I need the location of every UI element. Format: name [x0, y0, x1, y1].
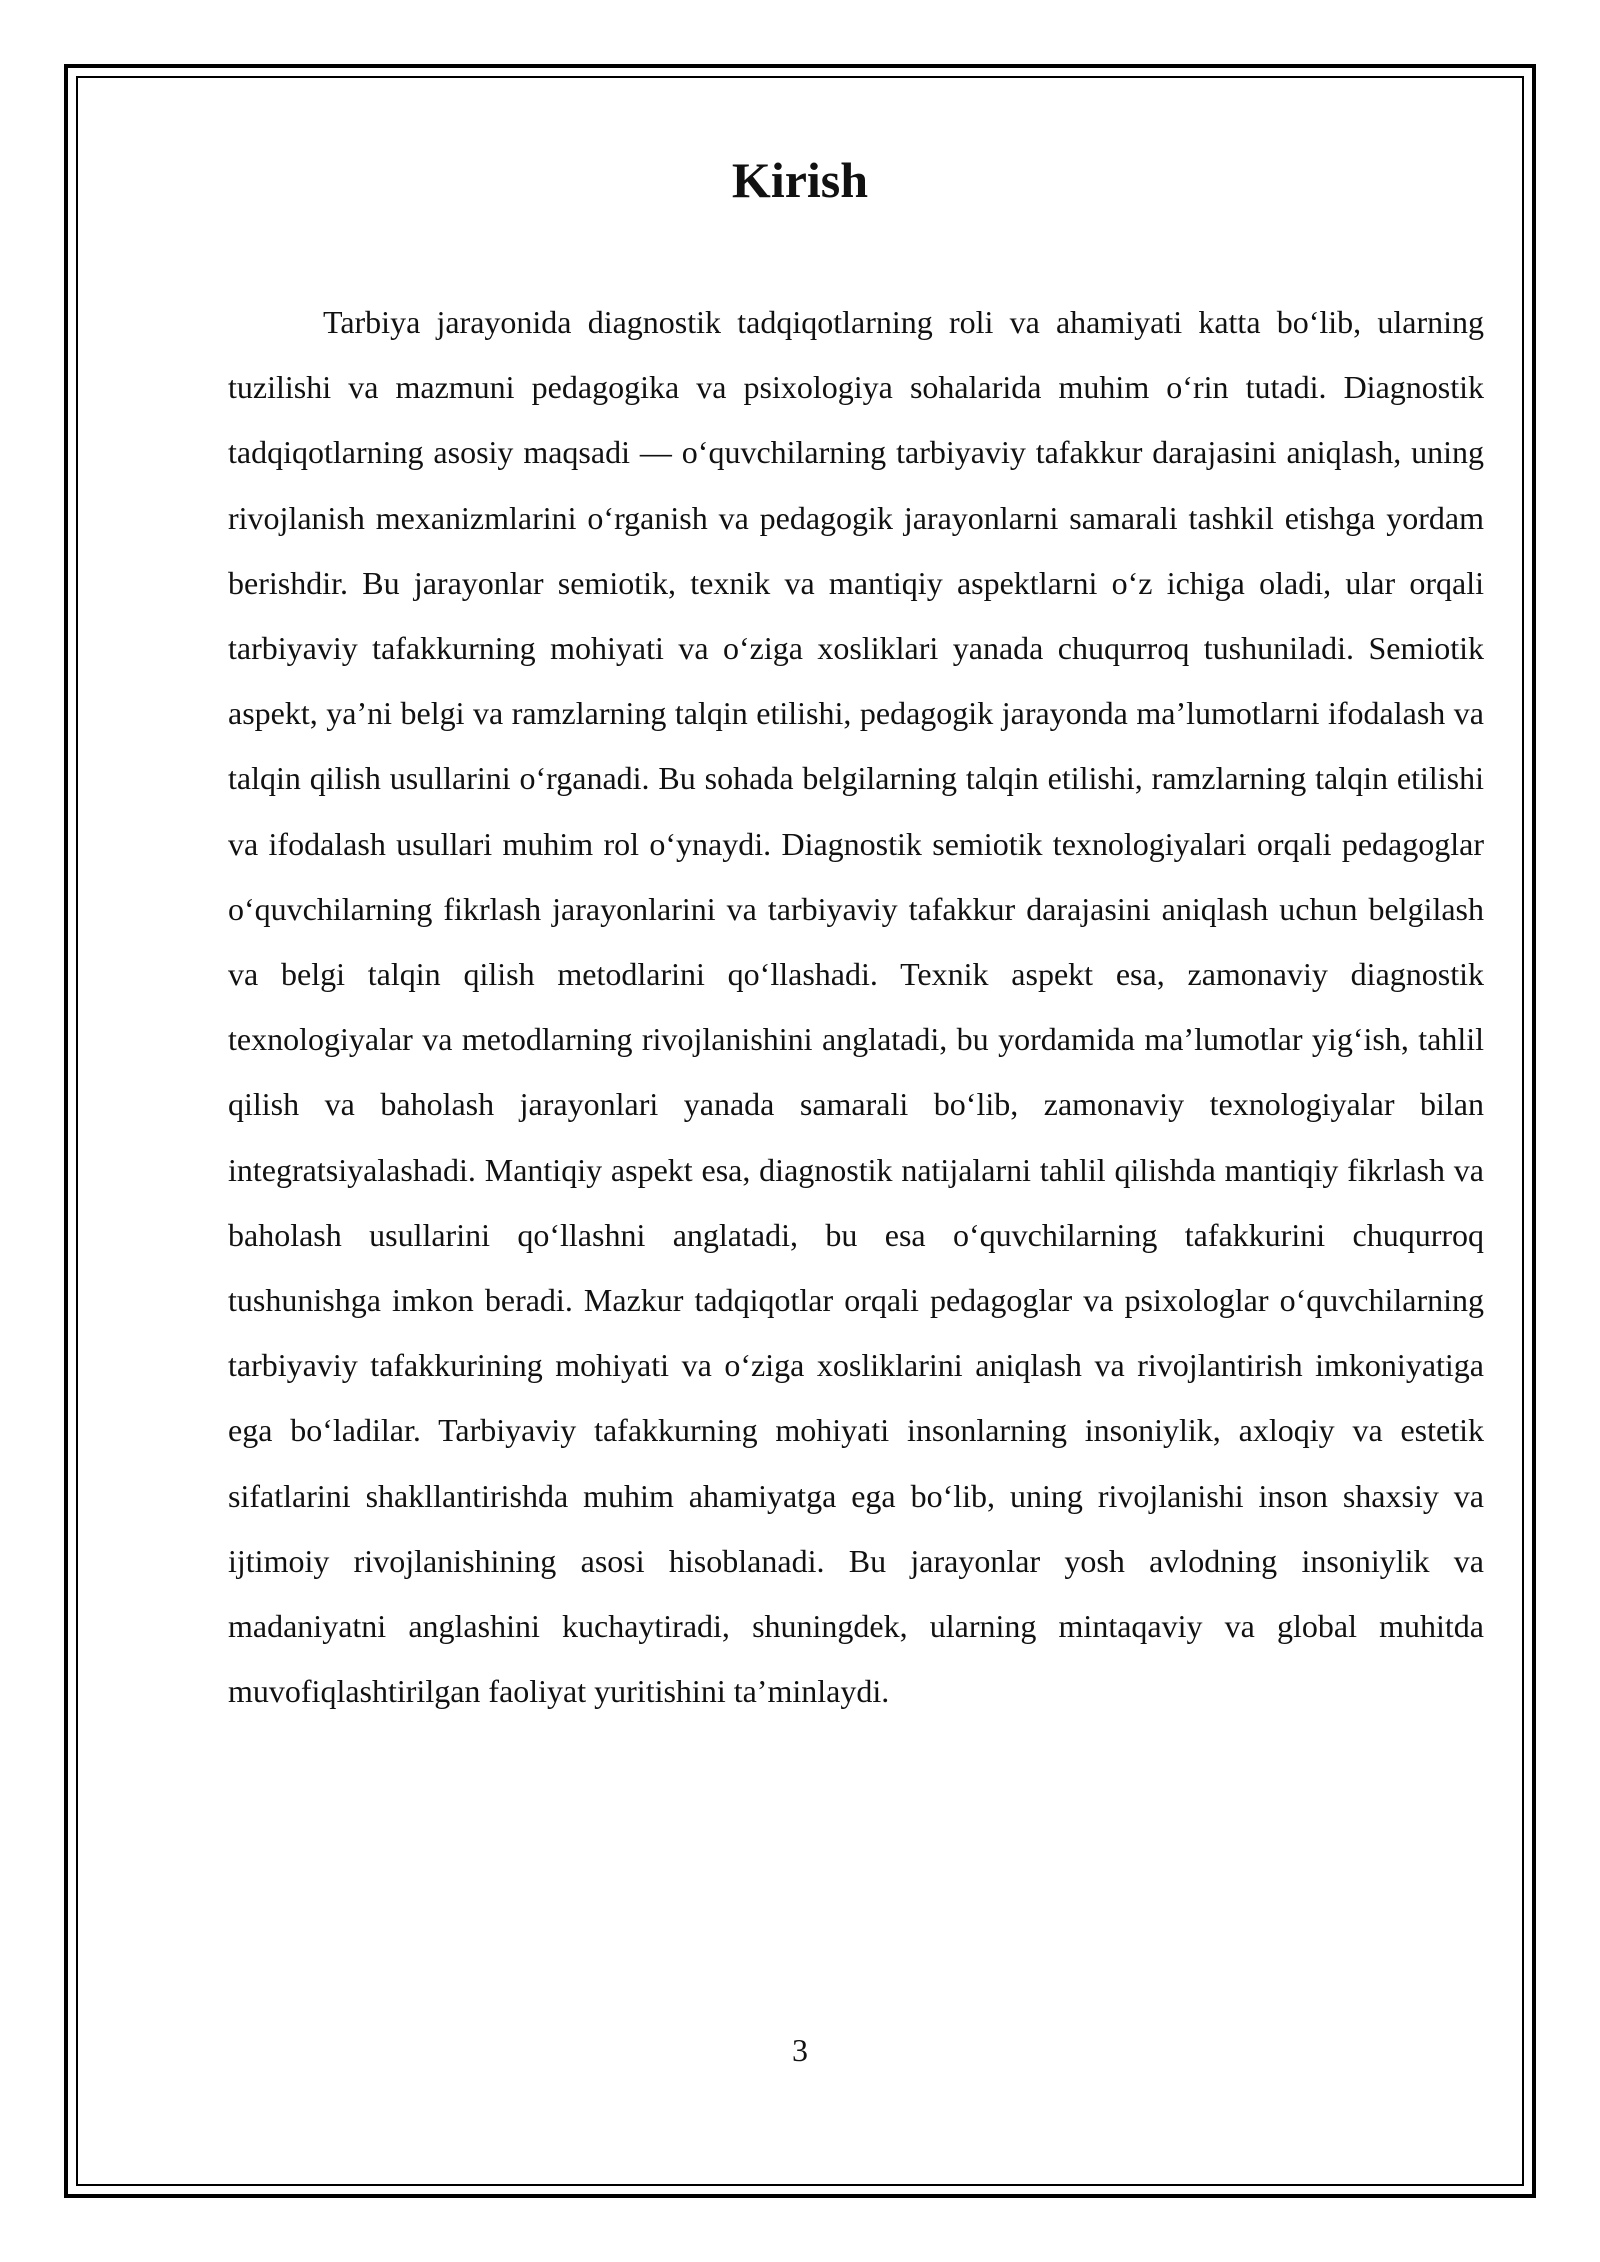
body-paragraph: Tarbiya jarayonida diagnostik tadqiqotlarning roli va ahamiyati katta bo‘lib, ularning tuzilishi va mazmuni pedagogika va psixologiya sohalarida muhim o‘rin tutadi. Diagnostik tadqiqotlarning asosiy maqsadi — o‘quvchilarning tarbiyaviy tafakkur darajasini aniqlash, uning rivojlanish mexanizmlarini o‘rganish va pedagogik jarayonlarni samarali tashkil etishga yordam berishdir. Bu jarayonlar semiotik, texnik va mantiqiy aspektlarni o‘z ichiga oladi, ular orqali tarbiyaviy tafakkurning mohiyati va o‘ziga xosliklari yanada chuqurroq tushuniladi. Semiotik aspekt, ya’ni belgi va ramzlarning talqin etilishi, pedagogik jarayonda ma’lumotlarni ifodalash va talqin qilish usullarini o‘rganadi. Bu sohada belgilarning talqin etilishi, ramzlarning talqin etilishi va ifodalash usullari muhim rol o‘ynaydi. Diagnostik semiotik texnologiyalari orqali pedagoglar o‘quvchilarning fikrlash jarayonlarini va tarbiyaviy tafakkur darajasini aniqlash uchun belgilash va belgi talqin qilish metodlarini qo‘llashadi. Texnik aspekt esa, zamonaviy diagnostik texnologiyalar va metodlarning rivojlanishini anglatadi, bu yordamida ma’lumotlar yig‘ish, tahlil qilish va baholash jarayonlari yanada samarali bo‘lib, zamonaviy texnologiyalar bilan integratsiyalashadi. Mantiqiy aspekt esa, diagnostik natijalarni tahlil qilishda mantiqiy fikrlash va baholash usullarini qo‘llashni anglatadi, bu esa o‘quvchilarning tafakkurini chuqurroq tushunishga imkon beradi. Mazkur tadqiqotlar orqali pedagoglar va psixologlar o‘quvchilarning tarbiyaviy tafakkurining mohiyati va o‘ziga xosliklarini aniqlash va rivojlantirish imkoniyatiga ega bo‘ladilar. Tarbiyaviy tafakkurning mohiyati insonlarning insoniylik, axloqiy va estetik sifatlarini shakllantirishda muhim ahamiyatga ega bo‘lib, uning rivojlanishi inson shaxsiy va ijtimoiy rivojlanishining asosi hisoblanadi. Bu jarayonlar yosh avlodning insoniylik va madaniyatni anglashini kuchaytiradi, shuningdek, ularning mintaqaviy va global muhitda muvofiqlashtirilgan faoliyat yuritishini ta’minlaydi. [228, 304, 1484, 1710]
page-title: Kirish [731, 152, 869, 208]
page-number: 3 [792, 2032, 808, 2068]
